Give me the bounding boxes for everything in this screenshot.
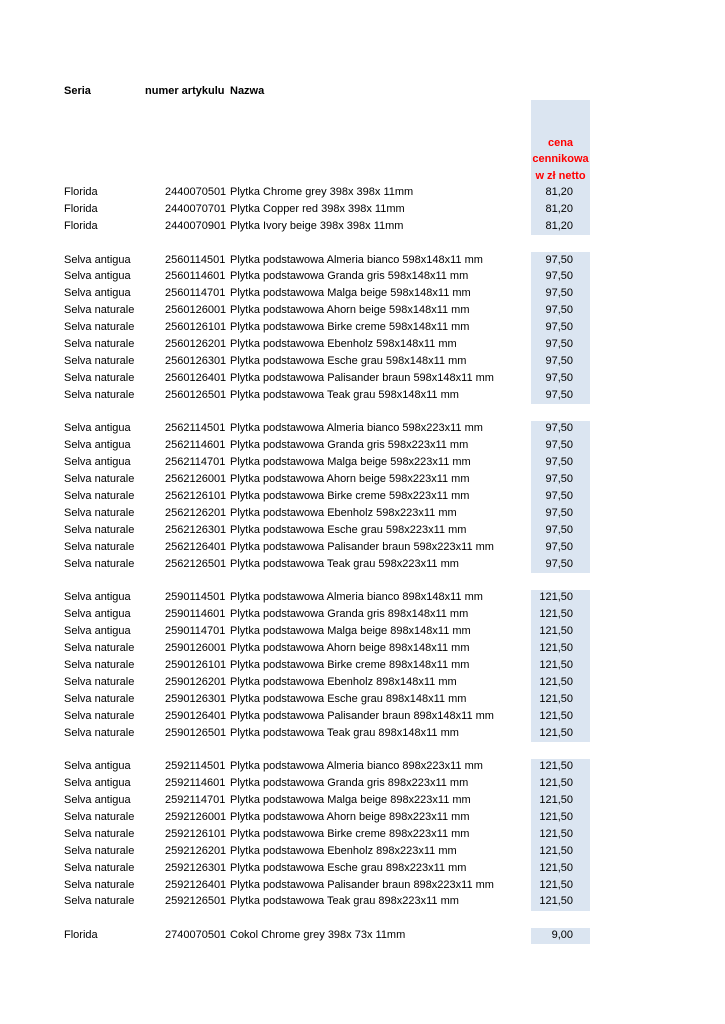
cell-seria: Selva naturale [64, 675, 135, 688]
cell-article-number: 2562126401 [165, 540, 227, 553]
header-price [531, 135, 590, 184]
table-row [0, 674, 725, 691]
cell-name: Plytka Copper red 398x 398x 11mm [230, 202, 405, 215]
cell-seria: Selva naturale [64, 304, 135, 317]
cell-article-number: 2560126101 [165, 321, 227, 334]
group-spacer [0, 572, 725, 589]
table-row [0, 201, 725, 218]
cell-seria: Selva naturale [64, 827, 135, 840]
cell-price: 121,50 [539, 692, 573, 705]
cell-price: 121,50 [539, 608, 573, 621]
cell-price: 121,50 [539, 844, 573, 857]
cell-seria: Florida [64, 202, 98, 215]
cell-article-number: 2590126401 [165, 709, 227, 722]
cell-price: 97,50 [545, 523, 573, 536]
cell-article-number: 2592126401 [165, 878, 227, 891]
table-row [0, 471, 725, 488]
cell-seria: Selva naturale [64, 844, 135, 857]
cell-article-number: 2740070501 [165, 929, 227, 942]
cell-article-number: 2562114501 [165, 422, 226, 435]
group-spacer [0, 235, 725, 252]
cell-seria: Selva antigua [64, 439, 131, 452]
cell-seria: Selva antigua [64, 608, 131, 621]
table-row [0, 860, 725, 877]
cell-price: 121,50 [539, 591, 573, 604]
group-spacer [0, 404, 725, 421]
table-row [0, 725, 725, 742]
cell-price: 97,50 [545, 354, 573, 367]
cell-article-number: 2440070901 [165, 219, 227, 232]
cell-article-number: 2562126001 [165, 473, 227, 486]
cell-price: 81,20 [545, 186, 573, 198]
cell-price: 121,50 [539, 810, 573, 823]
cell-seria: Selva naturale [64, 726, 135, 739]
cell-name: Plytka podstawowa Almeria bianco 598x148x11 mm [230, 253, 483, 266]
cell-name: Plytka podstawowa Granda gris 598x223x11 mm [230, 439, 469, 452]
table-row [0, 539, 725, 556]
cell-article-number: 2560126501 [165, 388, 227, 401]
table-row [0, 792, 725, 809]
cell-seria: Selva naturale [64, 506, 135, 519]
table-row [0, 488, 725, 505]
cell-article-number: 2592126501 [165, 895, 227, 908]
table-row [0, 505, 725, 522]
cell-article-number: 2590126301 [165, 692, 227, 705]
cell-price: 121,50 [539, 794, 573, 807]
cell-price: 121,50 [539, 777, 573, 790]
cell-price: 97,50 [545, 557, 573, 570]
table-row [0, 927, 725, 944]
table-row [0, 252, 725, 269]
cell-seria: Selva naturale [64, 642, 135, 655]
cell-article-number: 2590114601 [165, 608, 226, 621]
cell-name: Plytka podstawowa Teak grau 598x223x11 mm [230, 557, 459, 570]
cell-name: Plytka podstawowa Almeria bianco 598x223x11 mm [230, 422, 483, 435]
cell-price: 97,50 [545, 388, 573, 401]
cell-seria: Selva naturale [64, 490, 135, 503]
table-row [0, 522, 725, 539]
cell-price: 97,50 [545, 456, 573, 469]
group-spacer [0, 910, 725, 927]
table-row [0, 640, 725, 657]
cell-seria: Selva naturale [64, 557, 135, 570]
cell-article-number: 2592114501 [165, 760, 226, 773]
cell-name: Plytka podstawowa Esche grau 898x223x11 mm [230, 861, 467, 874]
cell-article-number: 2562126101 [165, 490, 227, 503]
header-price-line: cena [547, 137, 574, 149]
cell-seria: Selva naturale [64, 540, 135, 553]
cell-price: 97,50 [545, 371, 573, 384]
cell-price: 9,00 [551, 929, 573, 942]
cell-article-number: 2590126201 [165, 675, 227, 688]
table-row [0, 302, 725, 319]
group-spacer [0, 741, 725, 758]
cell-name: Plytka podstawowa Ahorn beige 598x148x11 mm [230, 304, 470, 317]
cell-name: Plytka podstawowa Teak grau 898x223x11 mm [230, 895, 459, 908]
table-row [0, 218, 725, 235]
cell-name: Plytka podstawowa Ahorn beige 598x223x11 mm [230, 473, 470, 486]
cell-article-number: 2560126201 [165, 338, 227, 351]
header-nazwa: Nazwa [230, 85, 265, 97]
cell-price: 97,50 [545, 338, 573, 351]
cell-price: 81,20 [545, 202, 573, 215]
cell-name: Plytka podstawowa Esche grau 598x148x11 mm [230, 354, 467, 367]
cell-article-number: 2590126001 [165, 642, 227, 655]
cell-name: Plytka podstawowa Ebenholz 898x148x11 mm [230, 675, 457, 688]
header-price-line: cennikowa [532, 153, 589, 166]
cell-name: Plytka podstawowa Ahorn beige 898x223x11 mm [230, 810, 470, 823]
cell-price: 97,50 [545, 287, 573, 300]
cell-seria: Selva naturale [64, 692, 135, 705]
cell-article-number: 2592126101 [165, 827, 227, 840]
cell-seria: Selva naturale [64, 861, 135, 874]
cell-name: Plytka podstawowa Palisander braun 598x148x11 mm [230, 371, 494, 384]
cell-price: 121,50 [539, 709, 573, 722]
table-row [0, 877, 725, 894]
cell-seria: Selva antigua [64, 253, 131, 266]
cell-price: 121,50 [539, 760, 573, 773]
cell-article-number: 2560126301 [165, 354, 227, 367]
cell-price: 81,20 [545, 219, 573, 232]
cell-price: 97,50 [545, 473, 573, 486]
cell-seria: Selva antigua [64, 625, 131, 638]
cell-seria: Selva naturale [64, 658, 135, 671]
cell-article-number: 2440070701 [165, 202, 227, 215]
table-row [0, 589, 725, 606]
table-row [0, 843, 725, 860]
cell-price: 121,50 [539, 861, 573, 874]
cell-name: Plytka Chrome grey 398x 398x 11mm [230, 186, 414, 198]
table-row [0, 775, 725, 792]
table-row [0, 184, 725, 201]
cell-article-number: 2560126401 [165, 371, 227, 384]
cell-name: Plytka podstawowa Ebenholz 598x223x11 mm [230, 506, 457, 519]
cell-price: 121,50 [539, 726, 573, 739]
table-row [0, 420, 725, 437]
cell-article-number: 2560114501 [165, 253, 226, 266]
table-row [0, 556, 725, 573]
cell-seria: Selva antigua [64, 794, 131, 807]
cell-name: Plytka podstawowa Malga beige 898x148x11 mm [230, 625, 471, 638]
table-row [0, 809, 725, 826]
cell-name: Plytka podstawowa Granda gris 898x223x11 mm [230, 777, 469, 790]
header-seria: Seria [64, 85, 91, 97]
cell-article-number: 2590126501 [165, 726, 227, 739]
cell-seria: Selva naturale [64, 321, 135, 334]
cell-name: Plytka podstawowa Birke creme 598x223x11 mm [230, 490, 470, 503]
cell-name: Plytka podstawowa Esche grau 598x223x11 mm [230, 523, 467, 536]
cell-name: Plytka podstawowa Palisander braun 898x148x11 mm [230, 709, 494, 722]
cell-article-number: 2590114501 [165, 591, 226, 604]
cell-price: 121,50 [539, 878, 573, 891]
cell-price: 121,50 [539, 675, 573, 688]
cell-name: Plytka podstawowa Birke creme 898x223x11 mm [230, 827, 470, 840]
table-row [0, 606, 725, 623]
cell-seria: Selva naturale [64, 473, 135, 486]
cell-price: 97,50 [545, 321, 573, 334]
cell-seria: Selva naturale [64, 810, 135, 823]
cell-name: Plytka podstawowa Granda gris 898x148x11 mm [230, 608, 469, 621]
cell-name: Plytka podstawowa Almeria bianco 898x223x11 mm [230, 760, 483, 773]
cell-name: Plytka podstawowa Birke creme 898x148x11 mm [230, 658, 470, 671]
cell-price: 121,50 [539, 827, 573, 840]
cell-price: 97,50 [545, 506, 573, 519]
cell-name: Cokol Chrome grey 398x 73x 11mm [230, 929, 406, 942]
table-row [0, 691, 725, 708]
cell-article-number: 2560114601 [165, 270, 226, 283]
header-price-line: w zł netto [535, 169, 586, 182]
cell-seria: Selva naturale [64, 338, 135, 351]
cell-article-number: 2592126201 [165, 844, 227, 857]
table-row [0, 268, 725, 285]
cell-name: Plytka podstawowa Teak grau 898x148x11 mm [230, 726, 459, 739]
cell-article-number: 2562126501 [165, 557, 227, 570]
cell-name: Plytka podstawowa Ahorn beige 898x148x11 mm [230, 642, 470, 655]
cell-seria: Selva naturale [64, 523, 135, 536]
table-row [0, 758, 725, 775]
cell-seria: Florida [64, 219, 98, 232]
cell-article-number: 2560114701 [165, 287, 226, 300]
cell-article-number: 2562114701 [165, 456, 226, 469]
price-table [0, 184, 725, 944]
cell-name: Plytka Ivory beige 398x 398x 11mm [230, 219, 404, 232]
cell-price: 97,50 [545, 490, 573, 503]
cell-seria: Florida [64, 929, 98, 942]
table-row [0, 454, 725, 471]
cell-article-number: 2562126301 [165, 523, 227, 536]
table-row [0, 387, 725, 404]
cell-seria: Selva naturale [64, 709, 135, 722]
cell-seria: Selva naturale [64, 878, 135, 891]
table-row [0, 657, 725, 674]
cell-seria: Selva naturale [64, 895, 135, 908]
cell-seria: Selva antigua [64, 456, 131, 469]
table-row [0, 437, 725, 454]
cell-seria: Selva antigua [64, 270, 131, 283]
cell-price: 121,50 [539, 625, 573, 638]
table-row [0, 708, 725, 725]
table-row [0, 893, 725, 910]
cell-name: Plytka podstawowa Ebenholz 898x223x11 mm [230, 844, 457, 857]
cell-name: Plytka podstawowa Malga beige 598x148x11 mm [230, 287, 471, 300]
cell-price: 97,50 [545, 304, 573, 317]
table-row [0, 826, 725, 843]
cell-name: Plytka podstawowa Birke creme 598x148x11 mm [230, 321, 470, 334]
cell-price: 121,50 [539, 642, 573, 655]
cell-seria: Selva naturale [64, 388, 135, 401]
cell-article-number: 2440070501 [165, 186, 227, 198]
table-row [0, 623, 725, 640]
cell-name: Plytka podstawowa Palisander braun 598x223x11 mm [230, 540, 494, 553]
cell-seria: Selva naturale [64, 354, 135, 367]
cell-article-number: 2590126101 [165, 658, 227, 671]
cell-seria: Selva antigua [64, 777, 131, 790]
cell-price: 97,50 [545, 422, 573, 435]
table-row [0, 336, 725, 353]
cell-seria: Selva antigua [64, 422, 131, 435]
cell-seria: Selva antigua [64, 591, 131, 604]
cell-seria: Selva naturale [64, 371, 135, 384]
cell-seria: Selva antigua [64, 287, 131, 300]
cell-article-number: 2562114601 [165, 439, 226, 452]
cell-seria: Florida [64, 186, 98, 198]
cell-article-number: 2560126001 [165, 304, 227, 317]
cell-article-number: 2592126301 [165, 861, 227, 874]
cell-name: Plytka podstawowa Almeria bianco 898x148x11 mm [230, 591, 483, 604]
cell-price: 97,50 [545, 253, 573, 266]
cell-name: Plytka podstawowa Malga beige 898x223x11 mm [230, 794, 471, 807]
header-numer-artykulu: numer artykulu [145, 85, 225, 97]
cell-price: 121,50 [539, 658, 573, 671]
cell-name: Plytka podstawowa Granda gris 598x148x11 mm [230, 270, 469, 283]
cell-price: 97,50 [545, 439, 573, 452]
table-row [0, 285, 725, 302]
cell-price: 97,50 [545, 270, 573, 283]
cell-seria: Selva antigua [64, 760, 131, 773]
cell-price: 97,50 [545, 540, 573, 553]
cell-article-number: 2562126201 [165, 506, 227, 519]
cell-article-number: 2590114701 [165, 625, 226, 638]
cell-name: Plytka podstawowa Palisander braun 898x223x11 mm [230, 878, 494, 891]
cell-article-number: 2592126001 [165, 810, 227, 823]
cell-name: Plytka podstawowa Ebenholz 598x148x11 mm [230, 338, 457, 351]
cell-name: Plytka podstawowa Esche grau 898x148x11 mm [230, 692, 467, 705]
cell-name: Plytka podstawowa Teak grau 598x148x11 mm [230, 388, 459, 401]
cell-name: Plytka podstawowa Malga beige 598x223x11 mm [230, 456, 471, 469]
cell-article-number: 2592114601 [165, 777, 226, 790]
table-row [0, 370, 725, 387]
table-row [0, 353, 725, 370]
table-row [0, 319, 725, 336]
cell-article-number: 2592114701 [165, 794, 226, 807]
cell-price: 121,50 [539, 895, 573, 908]
